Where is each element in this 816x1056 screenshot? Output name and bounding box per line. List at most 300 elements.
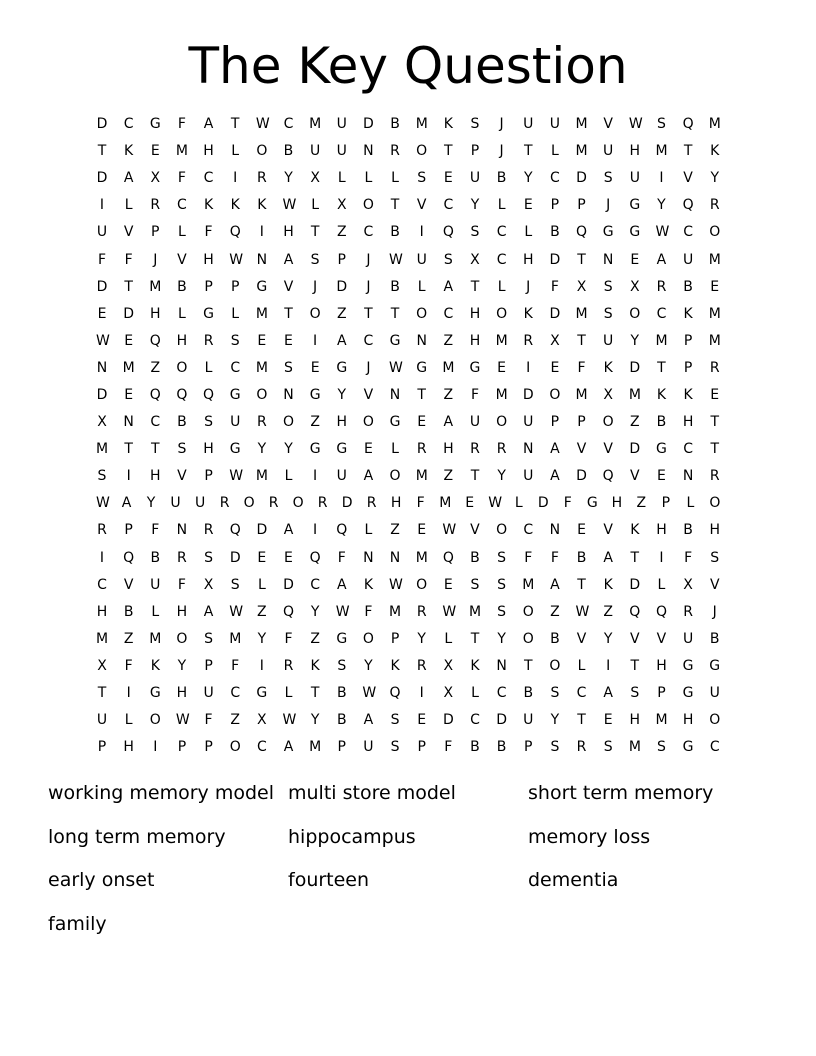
grid-letter[interactable]: G	[149, 116, 161, 133]
grid-letter[interactable]: B	[390, 224, 400, 241]
grid-letter[interactable]: B	[177, 414, 187, 431]
grid-letter[interactable]: S	[470, 116, 480, 133]
grid-letter[interactable]: D	[96, 386, 108, 403]
grid-letter[interactable]: H	[656, 522, 667, 539]
grid-letter[interactable]: D	[341, 495, 353, 512]
grid-letter[interactable]: Z	[336, 305, 347, 322]
grid-letter[interactable]: T	[124, 278, 133, 295]
grid-letter[interactable]: K	[683, 386, 693, 403]
grid-letter[interactable]: X	[336, 197, 347, 214]
grid-letter[interactable]: E	[124, 386, 134, 403]
grid-letter[interactable]: I	[126, 468, 131, 485]
grid-letter[interactable]: K	[443, 116, 453, 133]
grid-letter[interactable]: L	[471, 685, 479, 702]
grid-letter[interactable]: V	[416, 197, 427, 214]
grid-letter[interactable]: B	[656, 414, 667, 431]
grid-letter[interactable]: I	[99, 549, 105, 566]
grid-letter[interactable]: Q	[655, 603, 667, 620]
grid-letter[interactable]: B	[683, 278, 693, 295]
grid-letter[interactable]: O	[362, 197, 374, 214]
grid-letter[interactable]: X	[97, 414, 107, 431]
grid-letter[interactable]: W	[96, 495, 110, 512]
grid-letter[interactable]: O	[256, 143, 268, 160]
grid-letter[interactable]: M	[655, 712, 668, 729]
grid-letter[interactable]: M	[255, 359, 268, 376]
grid-letter[interactable]: E	[257, 549, 267, 566]
grid-letter[interactable]: R	[683, 603, 693, 620]
grid-letter[interactable]: P	[550, 414, 560, 431]
grid-letter[interactable]: B	[336, 712, 347, 729]
grid-letter[interactable]: H	[656, 657, 667, 674]
grid-letter[interactable]: I	[153, 739, 158, 756]
grid-letter[interactable]: V	[177, 468, 187, 485]
grid-letter[interactable]: H	[123, 739, 134, 756]
grid-letter[interactable]: L	[417, 278, 426, 295]
grid-letter[interactable]: P	[337, 739, 346, 756]
grid-letter[interactable]: P	[550, 197, 560, 214]
grid-letter[interactable]: Z	[443, 386, 454, 403]
grid-letter[interactable]: W	[488, 495, 503, 512]
grid-letter[interactable]: Q	[176, 386, 188, 403]
grid-letter[interactable]: B	[470, 739, 480, 756]
grid-letter[interactable]: U	[709, 685, 720, 702]
grid-letter[interactable]: T	[364, 305, 373, 322]
grid-letter[interactable]: F	[684, 549, 693, 566]
grid-letter[interactable]: X	[203, 576, 214, 593]
grid-letter[interactable]: Q	[229, 224, 241, 241]
grid-letter[interactable]: W	[229, 468, 244, 485]
grid-letter[interactable]: G	[389, 414, 401, 431]
grid-letter[interactable]: S	[470, 576, 480, 593]
grid-letter[interactable]: V	[603, 441, 613, 458]
grid-letter[interactable]: R	[496, 441, 507, 458]
grid-letter[interactable]: U	[603, 143, 614, 160]
grid-letter[interactable]: B	[177, 278, 187, 295]
grid-letter[interactable]: P	[230, 278, 240, 295]
grid-letter[interactable]: N	[389, 386, 401, 403]
grid-letter[interactable]: K	[603, 576, 613, 593]
grid-letter[interactable]: S	[337, 657, 347, 674]
grid-letter[interactable]: V	[683, 170, 693, 187]
grid-letter[interactable]: T	[97, 143, 107, 160]
grid-letter[interactable]: F	[124, 657, 133, 674]
grid-letter[interactable]: T	[523, 657, 533, 674]
grid-letter[interactable]: J	[313, 278, 318, 295]
grid-letter[interactable]: U	[469, 170, 481, 187]
grid-letter[interactable]: Q	[576, 224, 588, 241]
grid-letter[interactable]: T	[657, 359, 666, 376]
grid-letter[interactable]: U	[469, 414, 481, 431]
grid-letter[interactable]: M	[628, 386, 641, 403]
grid-letter[interactable]: H	[443, 441, 454, 458]
grid-letter[interactable]: V	[177, 251, 187, 268]
grid-letter[interactable]: T	[444, 143, 453, 160]
grid-letter[interactable]: C	[363, 224, 374, 241]
grid-letter[interactable]: H	[176, 685, 188, 702]
grid-letter[interactable]: X	[97, 657, 107, 674]
grid-letter[interactable]: S	[497, 603, 507, 620]
grid-letter[interactable]: S	[390, 712, 400, 729]
grid-letter[interactable]: Q	[389, 685, 401, 702]
grid-letter[interactable]: F	[124, 251, 133, 268]
grid-letter[interactable]: C	[496, 251, 507, 268]
grid-letter[interactable]: U	[523, 468, 534, 485]
grid-letter[interactable]: W	[362, 685, 377, 702]
grid-letter[interactable]: O	[243, 495, 255, 512]
grid-letter[interactable]: V	[603, 522, 613, 539]
grid-letter[interactable]: K	[390, 657, 400, 674]
grid-letter[interactable]: P	[470, 143, 480, 160]
grid-letter[interactable]: L	[686, 495, 695, 512]
grid-letter[interactable]: O	[282, 414, 294, 431]
grid-letter[interactable]: U	[336, 116, 347, 133]
grid-letter[interactable]: A	[363, 712, 374, 729]
grid-letter[interactable]: Q	[123, 549, 135, 566]
grid-letter[interactable]: M	[255, 468, 268, 485]
grid-letter[interactable]: A	[283, 251, 294, 268]
grid-letter[interactable]: V	[709, 576, 720, 593]
grid-letter[interactable]: J	[526, 278, 531, 295]
grid-letter[interactable]: P	[524, 739, 533, 756]
grid-letter[interactable]: U	[629, 170, 640, 187]
grid-letter[interactable]: H	[203, 251, 214, 268]
grid-letter[interactable]: O	[549, 386, 561, 403]
grid-letter[interactable]: M	[175, 143, 189, 160]
grid-letter[interactable]: R	[390, 143, 400, 160]
grid-letter[interactable]: K	[630, 522, 640, 539]
grid-letter[interactable]: G	[709, 657, 721, 674]
grid-letter[interactable]: R	[656, 278, 667, 295]
grid-letter[interactable]: D	[256, 522, 268, 539]
grid-letter[interactable]: Z	[603, 603, 613, 620]
grid-letter[interactable]: U	[170, 495, 181, 512]
grid-letter[interactable]: O	[362, 630, 374, 647]
grid-letter[interactable]: G	[256, 278, 268, 295]
grid-letter[interactable]: J	[499, 143, 504, 160]
grid-letter[interactable]: L	[364, 522, 373, 539]
grid-letter[interactable]: U	[363, 739, 374, 756]
grid-letter[interactable]: K	[656, 386, 667, 403]
grid-letter[interactable]: L	[124, 197, 133, 214]
grid-letter[interactable]: K	[603, 359, 613, 376]
grid-letter[interactable]: O	[496, 305, 508, 322]
grid-letter[interactable]: R	[709, 468, 720, 485]
grid-letter[interactable]: R	[256, 414, 267, 431]
grid-letter[interactable]: F	[470, 386, 479, 403]
grid-letter[interactable]: U	[523, 414, 534, 431]
grid-letter[interactable]: P	[97, 739, 107, 756]
grid-letter[interactable]: P	[204, 739, 213, 756]
grid-letter[interactable]: G	[229, 441, 241, 458]
grid-letter[interactable]: C	[443, 197, 454, 214]
grid-letter[interactable]: R	[416, 441, 427, 458]
grid-letter[interactable]: A	[283, 522, 294, 539]
grid-letter[interactable]: C	[683, 224, 693, 241]
grid-letter[interactable]: D	[229, 549, 241, 566]
grid-letter[interactable]: B	[550, 224, 560, 241]
grid-letter[interactable]: Q	[282, 603, 294, 620]
grid-letter[interactable]: Q	[229, 522, 241, 539]
grid-letter[interactable]: K	[203, 197, 214, 214]
grid-letter[interactable]: G	[203, 305, 214, 322]
grid-letter[interactable]: C	[576, 685, 587, 702]
grid-letter[interactable]: C	[283, 116, 294, 133]
grid-letter[interactable]: P	[177, 739, 187, 756]
grid-letter[interactable]: B	[336, 685, 347, 702]
grid-letter[interactable]: R	[203, 522, 214, 539]
grid-letter[interactable]: O	[496, 522, 508, 539]
grid-letter[interactable]: V	[656, 630, 667, 647]
grid-letter[interactable]: P	[204, 468, 213, 485]
grid-letter[interactable]: H	[682, 712, 694, 729]
grid-letter[interactable]: Z	[550, 603, 560, 620]
grid-letter[interactable]: I	[126, 685, 131, 702]
grid-letter[interactable]: E	[523, 197, 533, 214]
grid-letter[interactable]: F	[550, 278, 559, 295]
grid-letter[interactable]: G	[656, 441, 667, 458]
grid-letter[interactable]: W	[229, 603, 244, 620]
grid-letter[interactable]: K	[470, 657, 480, 674]
grid-letter[interactable]: R	[203, 332, 214, 349]
grid-letter[interactable]: I	[259, 657, 264, 674]
grid-letter[interactable]: O	[389, 468, 401, 485]
grid-letter[interactable]: L	[284, 685, 293, 702]
grid-letter[interactable]: R	[709, 359, 720, 376]
grid-letter[interactable]: C	[97, 576, 107, 593]
grid-letter[interactable]: H	[150, 468, 161, 485]
grid-letter[interactable]: D	[537, 495, 549, 512]
grid-letter[interactable]: G	[629, 197, 641, 214]
grid-letter[interactable]: A	[283, 739, 294, 756]
grid-letter[interactable]: U	[194, 495, 206, 512]
grid-letter[interactable]: B	[470, 549, 480, 566]
grid-letter[interactable]: J	[366, 278, 371, 295]
grid-letter[interactable]: T	[470, 630, 480, 647]
grid-letter[interactable]: F	[563, 495, 572, 512]
grid-letter[interactable]: P	[204, 657, 213, 674]
grid-letter[interactable]: C	[470, 712, 480, 729]
grid-letter[interactable]: U	[682, 630, 694, 647]
grid-letter[interactable]: W	[335, 603, 350, 620]
grid-letter[interactable]: X	[443, 657, 454, 674]
grid-letter[interactable]: Q	[602, 468, 614, 485]
grid-letter[interactable]: A	[203, 603, 214, 620]
grid-letter[interactable]: G	[416, 359, 428, 376]
grid-letter[interactable]: G	[256, 685, 268, 702]
grid-letter[interactable]: T	[417, 386, 426, 403]
grid-letter[interactable]: G	[389, 332, 401, 349]
grid-letter[interactable]: N	[682, 468, 694, 485]
grid-letter[interactable]: E	[417, 522, 427, 539]
grid-letter[interactable]: D	[549, 305, 561, 322]
grid-letter[interactable]: E	[465, 495, 475, 512]
grid-letter[interactable]: M	[229, 630, 242, 647]
grid-letter[interactable]: Y	[364, 657, 373, 674]
grid-letter[interactable]: D	[522, 386, 534, 403]
grid-letter[interactable]: N	[283, 386, 294, 403]
grid-letter[interactable]: D	[96, 170, 108, 187]
grid-letter[interactable]: A	[443, 414, 454, 431]
grid-letter[interactable]: P	[577, 197, 586, 214]
grid-letter[interactable]: F	[97, 251, 107, 268]
grid-letter[interactable]: R	[150, 197, 161, 214]
grid-letter[interactable]: X	[443, 685, 454, 702]
grid-letter[interactable]: U	[96, 712, 108, 729]
grid-letter[interactable]: C	[709, 739, 720, 756]
grid-letter[interactable]: N	[363, 549, 374, 566]
grid-letter[interactable]: S	[284, 359, 293, 376]
grid-letter[interactable]: Y	[710, 170, 720, 187]
grid-letter[interactable]: L	[284, 468, 293, 485]
grid-letter[interactable]: M	[655, 143, 668, 160]
grid-letter[interactable]: D	[283, 576, 294, 593]
grid-letter[interactable]: E	[657, 468, 666, 485]
grid-letter[interactable]: I	[659, 549, 664, 566]
grid-letter[interactable]: X	[603, 386, 613, 403]
grid-letter[interactable]: F	[177, 170, 186, 187]
grid-letter[interactable]: B	[150, 549, 161, 566]
grid-letter[interactable]: M	[655, 332, 668, 349]
grid-letter[interactable]: Z	[336, 224, 347, 241]
grid-letter[interactable]: Y	[417, 630, 426, 647]
grid-letter[interactable]: L	[391, 170, 399, 187]
grid-letter[interactable]: H	[176, 603, 188, 620]
grid-letter[interactable]: E	[710, 278, 720, 295]
grid-letter[interactable]: C	[150, 414, 161, 431]
grid-letter[interactable]: B	[576, 549, 587, 566]
grid-letter[interactable]: R	[219, 495, 230, 512]
grid-letter[interactable]: S	[710, 549, 720, 566]
grid-letter[interactable]: P	[683, 359, 693, 376]
grid-letter[interactable]: C	[656, 305, 667, 322]
grid-letter[interactable]: O	[709, 224, 721, 241]
grid-letter[interactable]: K	[257, 197, 267, 214]
grid-letter[interactable]: R	[256, 170, 267, 187]
grid-letter[interactable]: C	[550, 170, 560, 187]
grid-letter[interactable]: X	[576, 278, 587, 295]
grid-letter[interactable]: Y	[657, 197, 666, 214]
grid-letter[interactable]: W	[389, 359, 403, 376]
grid-letter[interactable]: C	[123, 116, 134, 133]
grid-letter[interactable]: L	[151, 603, 160, 620]
grid-letter[interactable]: C	[230, 685, 241, 702]
grid-letter[interactable]: V	[123, 576, 134, 593]
grid-letter[interactable]: E	[603, 712, 613, 729]
grid-letter[interactable]: L	[550, 143, 559, 160]
grid-letter[interactable]: D	[363, 116, 374, 133]
grid-letter[interactable]: M	[96, 441, 109, 458]
grid-letter[interactable]: Z	[123, 630, 134, 647]
grid-letter[interactable]: O	[416, 305, 428, 322]
grid-letter[interactable]: M	[415, 116, 428, 133]
grid-letter[interactable]: Q	[442, 549, 454, 566]
grid-letter[interactable]: D	[123, 305, 135, 322]
grid-letter[interactable]: Y	[497, 468, 506, 485]
grid-letter[interactable]: T	[230, 116, 240, 133]
grid-letter[interactable]: T	[151, 441, 160, 458]
grid-letter[interactable]: M	[708, 305, 721, 322]
grid-letter[interactable]: Z	[310, 630, 320, 647]
grid-letter[interactable]: G	[309, 441, 321, 458]
grid-letter[interactable]: M	[149, 630, 162, 647]
grid-letter[interactable]: C	[177, 197, 187, 214]
grid-letter[interactable]: Y	[603, 630, 613, 647]
grid-letter[interactable]: J	[153, 251, 158, 268]
grid-letter[interactable]: J	[366, 251, 371, 268]
grid-letter[interactable]: P	[417, 739, 426, 756]
grid-letter[interactable]: Y	[177, 657, 187, 674]
grid-letter[interactable]: S	[204, 414, 213, 431]
grid-letter[interactable]: M	[522, 576, 535, 593]
grid-letter[interactable]: U	[150, 576, 161, 593]
grid-letter[interactable]: E	[284, 549, 293, 566]
grid-letter[interactable]: N	[416, 332, 427, 349]
grid-letter[interactable]: K	[523, 305, 533, 322]
grid-letter[interactable]: N	[176, 522, 188, 539]
grid-letter[interactable]: G	[682, 657, 694, 674]
grid-letter[interactable]: Q	[629, 603, 641, 620]
grid-letter[interactable]: H	[390, 495, 402, 512]
grid-letter[interactable]: B	[283, 143, 294, 160]
grid-letter[interactable]: H	[336, 414, 348, 431]
grid-letter[interactable]: O	[709, 495, 721, 512]
grid-letter[interactable]: I	[313, 332, 318, 349]
grid-letter[interactable]: A	[336, 332, 347, 349]
grid-letter[interactable]: W	[282, 712, 297, 729]
grid-letter[interactable]: L	[391, 441, 399, 458]
grid-letter[interactable]: S	[550, 739, 560, 756]
grid-letter[interactable]: E	[577, 522, 586, 539]
grid-letter[interactable]: R	[416, 657, 427, 674]
grid-letter[interactable]: V	[630, 630, 640, 647]
grid-letter[interactable]: C	[683, 441, 693, 458]
grid-letter[interactable]: Y	[310, 603, 320, 620]
grid-letter[interactable]: T	[97, 685, 107, 702]
grid-letter[interactable]: M	[415, 468, 428, 485]
grid-letter[interactable]: L	[524, 224, 533, 241]
grid-letter[interactable]: Y	[337, 386, 347, 403]
grid-letter[interactable]: N	[389, 549, 401, 566]
grid-letter[interactable]: T	[577, 332, 586, 349]
grid-letter[interactable]: V	[576, 630, 587, 647]
grid-letter[interactable]: O	[709, 712, 721, 729]
grid-letter[interactable]: C	[496, 224, 507, 241]
grid-letter[interactable]: U	[549, 116, 561, 133]
grid-letter[interactable]: T	[390, 305, 400, 322]
grid-letter[interactable]: U	[336, 143, 347, 160]
grid-letter[interactable]: B	[709, 630, 720, 647]
grid-letter[interactable]: D	[549, 251, 561, 268]
grid-letter[interactable]: Y	[523, 170, 533, 187]
grid-letter[interactable]: V	[470, 522, 480, 539]
grid-letter[interactable]: O	[149, 712, 161, 729]
grid-letter[interactable]: Y	[146, 495, 156, 512]
grid-letter[interactable]: S	[230, 332, 240, 349]
grid-letter[interactable]: A	[123, 170, 134, 187]
grid-letter[interactable]: Z	[257, 603, 267, 620]
grid-letter[interactable]: L	[257, 576, 266, 593]
grid-letter[interactable]: S	[177, 441, 187, 458]
grid-letter[interactable]: T	[124, 441, 133, 458]
grid-letter[interactable]: F	[177, 116, 186, 133]
grid-letter[interactable]: Z	[443, 468, 454, 485]
grid-letter[interactable]: K	[150, 657, 160, 674]
grid-letter[interactable]: M	[442, 359, 455, 376]
grid-letter[interactable]: L	[178, 224, 186, 241]
grid-letter[interactable]: S	[97, 468, 107, 485]
grid-letter[interactable]: T	[577, 251, 586, 268]
grid-letter[interactable]: M	[708, 116, 721, 133]
